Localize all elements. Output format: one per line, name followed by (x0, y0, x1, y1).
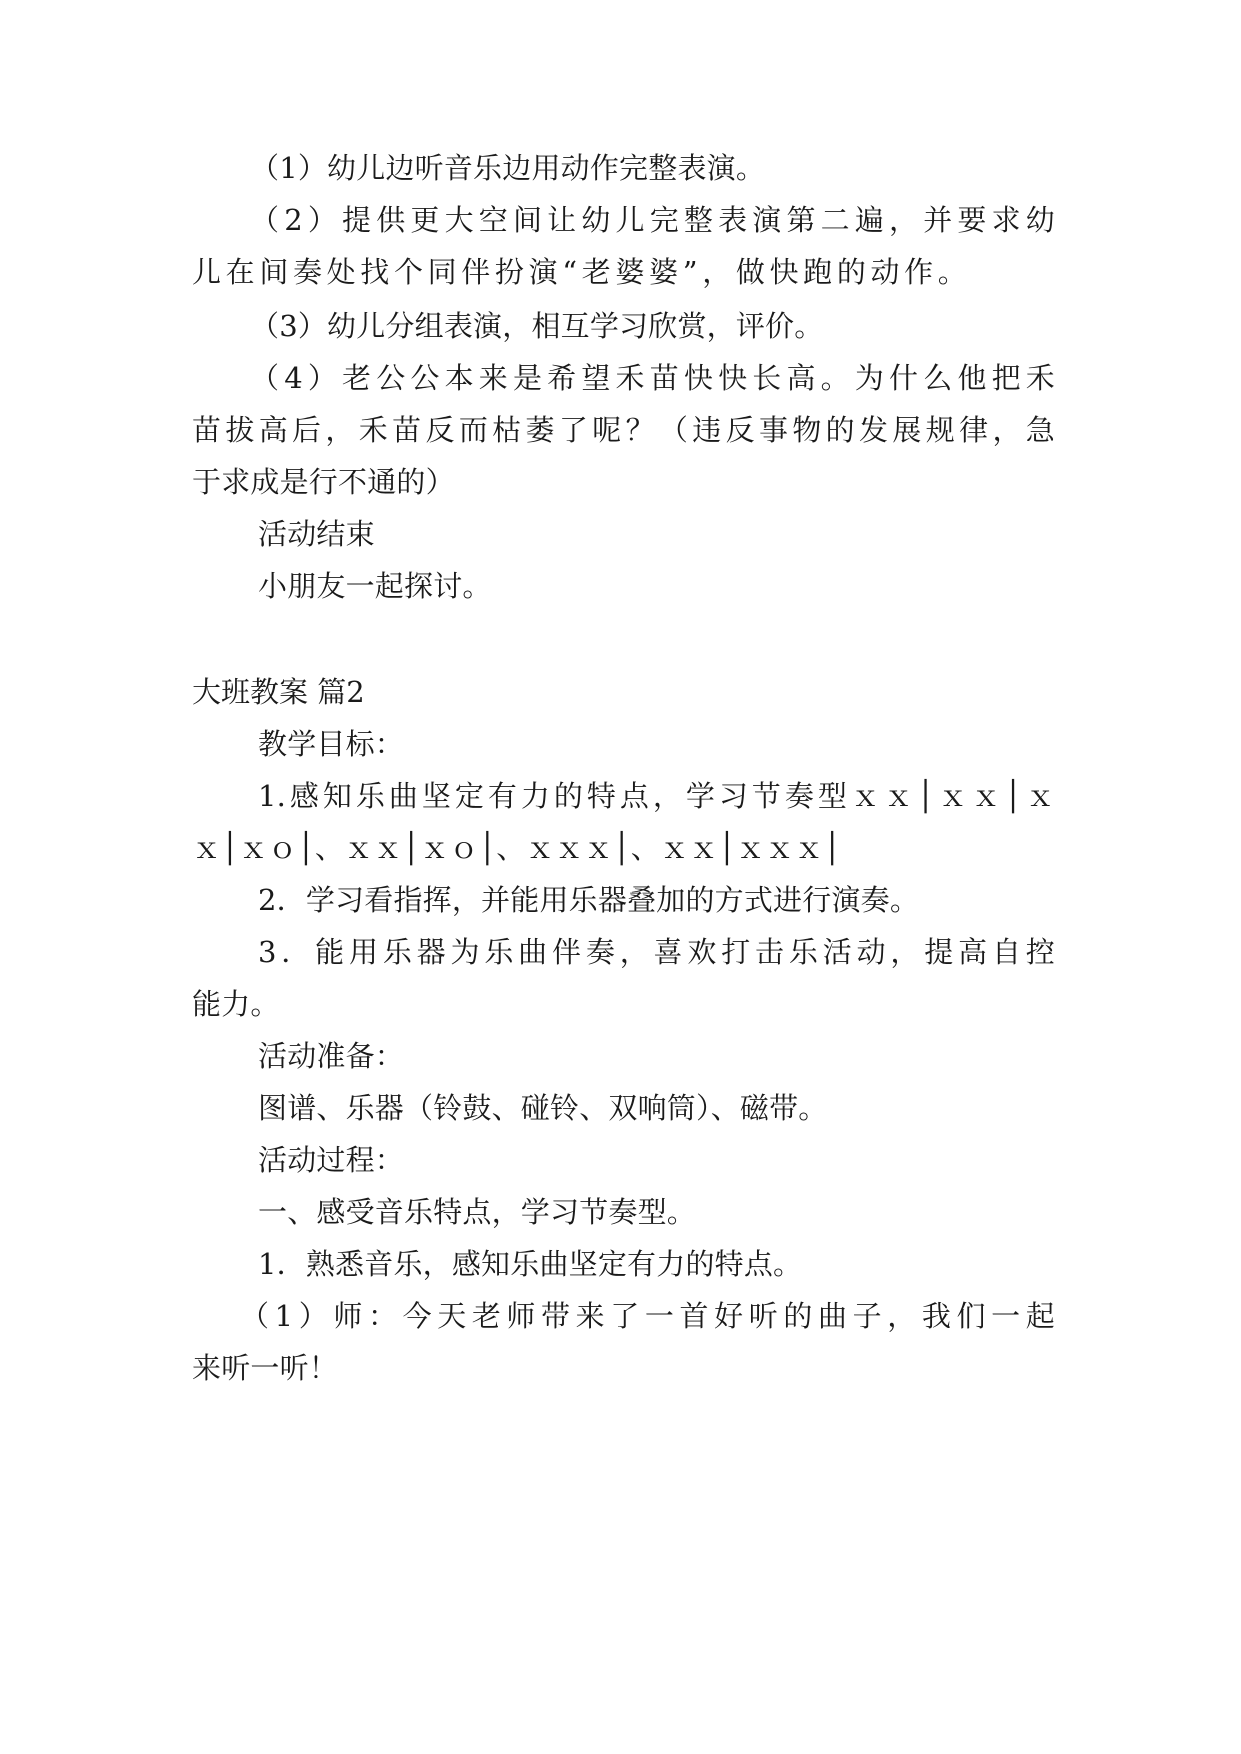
paragraph-line: 苗拔高后，禾苗反而枯萎了呢？（违反事物的发展规律，急 (192, 413, 1055, 447)
paragraph-line: 1.感知乐曲坚定有力的特点，学习节奏型ｘｘ│ｘｘ│ｘ (258, 779, 1055, 813)
paragraph-line: （2）提供更大空间让幼儿完整表演第二遍，并要求幼 (250, 203, 1055, 237)
section-label: 活动结束 (258, 517, 375, 551)
paragraph-line: 一、感受音乐特点，学习节奏型。 (258, 1195, 697, 1229)
section-label: 活动过程： (258, 1143, 405, 1177)
paragraph-line: 1．熟悉音乐，感知乐曲坚定有力的特点。 (258, 1247, 803, 1281)
paragraph-line: （4）老公公本来是希望禾苗快快长高。为什么他把禾 (250, 361, 1055, 395)
paragraph-line: （1）幼儿边听音乐边用动作完整表演。 (250, 151, 766, 185)
paragraph-line: ｘ│ｘｏ│、ｘｘ│ｘｏ│、ｘｘｘ│、ｘｘ│ｘｘｘ│ (192, 831, 842, 865)
paragraph-line: 于求成是行不通的） (192, 465, 455, 499)
paragraph-line: （1）师：今天老师带来了一首好听的曲子，我们一起 (240, 1299, 1055, 1333)
section-title: 大班教案 篇2 (192, 675, 365, 709)
paragraph-line: 图谱、乐器（铃鼓、碰铃、双响筒）、磁带。 (258, 1091, 828, 1125)
paragraph-line: 儿在间奏处找个同伴扮演“老婆婆”，做快跑的动作。 (192, 255, 967, 289)
paragraph-line: 能力。 (192, 987, 280, 1021)
paragraph-line: 来听一听！ (192, 1351, 339, 1385)
paragraph-line: 小朋友一起探讨。 (258, 569, 492, 603)
paragraph-line: 2．学习看指挥，并能用乐器叠加的方式进行演奏。 (258, 883, 920, 917)
section-label: 活动准备： (258, 1039, 405, 1073)
paragraph-line: 3．能用乐器为乐曲伴奏，喜欢打击乐活动，提高自控 (258, 935, 1055, 969)
paragraph-line: （3）幼儿分组表演，相互学习欣赏，评价。 (250, 309, 824, 343)
section-label: 教学目标： (258, 727, 405, 761)
